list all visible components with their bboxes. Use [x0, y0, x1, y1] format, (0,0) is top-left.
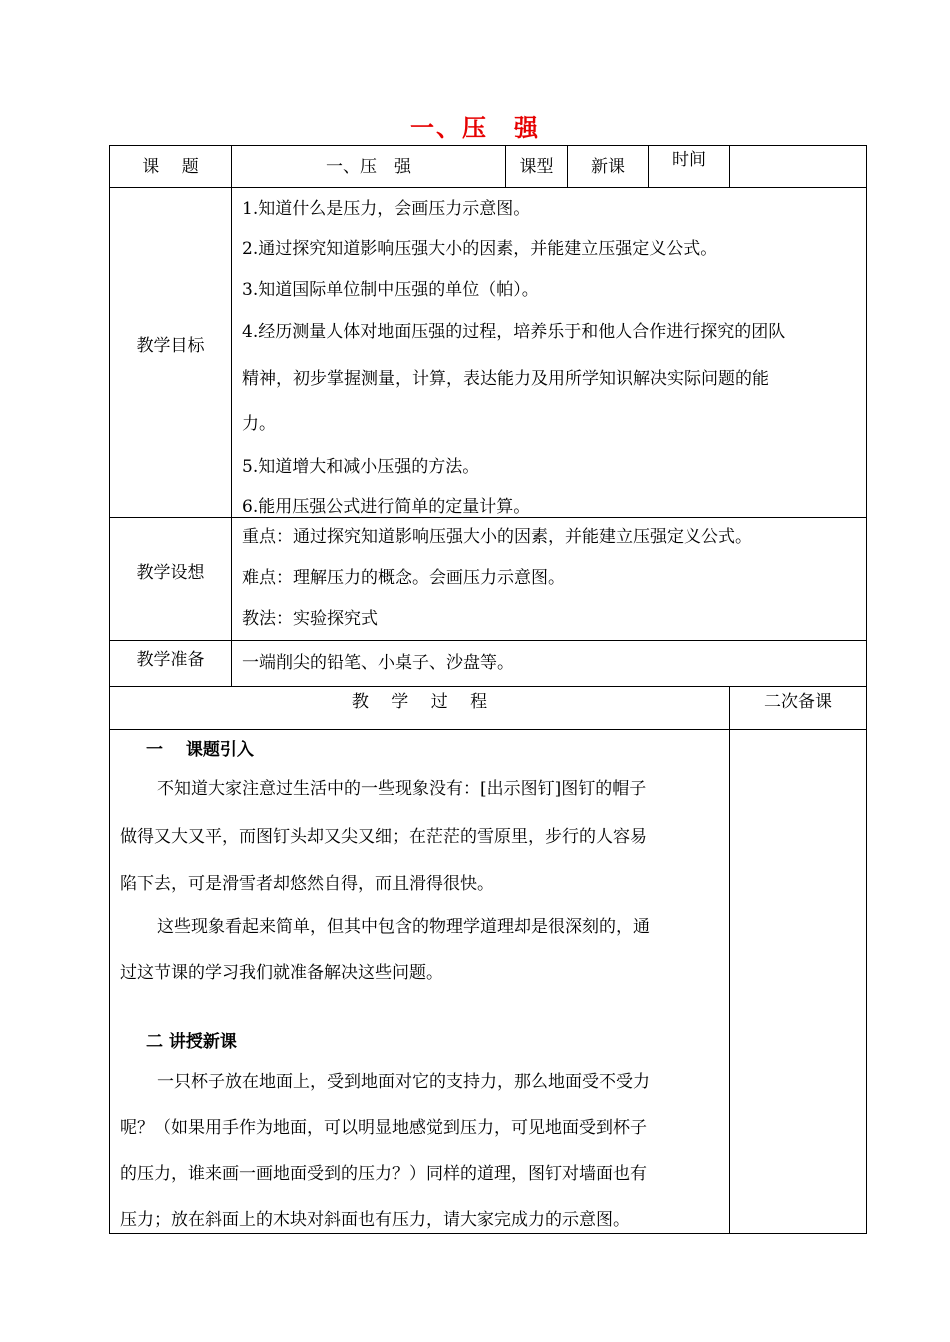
objective-line: 5.知道增大和减小压强的方法。 — [242, 457, 480, 477]
design-line: 教法：实验探究式 — [242, 609, 378, 629]
objectives-label: 教学目标 — [136, 336, 205, 356]
body-line: 压力；放在斜面上的木块对斜面也有压力，请大家完成力的示意图。 — [120, 1210, 630, 1230]
prep-label: 教学准备 — [136, 650, 205, 670]
objective-line: 2.通过探究知道影响压强大小的因素，并能建立压强定义公式。 — [242, 239, 718, 259]
objective-line: 力。 — [242, 414, 276, 434]
objective-line: 3.知道国际单位制中压强的单位（帕）。 — [242, 280, 539, 300]
design-line: 重点：通过探究知道影响压强大小的因素，并能建立压强定义公式。 — [242, 527, 752, 547]
table-border-right — [866, 145, 867, 1234]
body-line: 的压力，谁来画一画地面受到的压力？）同样的道理，图钉对墙面也有 — [120, 1164, 647, 1184]
body-line: 这些现象看起来简单，但其中包含的物理学道理却是很深刻的，通 — [157, 917, 650, 937]
body-line: 呢？（如果用手作为地面，可以明显地感觉到压力，可见地面受到杯子 — [120, 1118, 647, 1138]
second-prep-header: 二次备课 — [764, 692, 832, 712]
table-border-top — [109, 145, 867, 146]
table-divider — [231, 145, 232, 686]
table-divider — [109, 729, 867, 730]
page-title: 一、压 强 — [410, 114, 540, 142]
table-divider — [729, 145, 730, 187]
table-divider — [109, 640, 867, 641]
body-line: 一只杯子放在地面上，受到地面对它的支持力，那么地面受不受力 — [157, 1072, 650, 1092]
objective-line: 4.经历测量人体对地面压强的过程，培养乐于和他人合作进行探究的团队 — [242, 322, 786, 342]
body-line: 做得又大又平，而图钉头却又尖又细；在茫茫的雪原里，步行的人容易 — [120, 827, 647, 847]
table-border-bottom — [109, 1233, 867, 1234]
table-divider — [729, 686, 730, 1234]
table-divider — [109, 187, 867, 188]
topic-value: 一、压 强 — [326, 157, 411, 177]
time-label: 时间 — [672, 150, 706, 170]
section-heading: 一 课题引入 — [146, 740, 254, 760]
body-line: 陷下去，可是滑雪者却悠然自得，而且滑得很快。 — [120, 874, 494, 894]
objective-line: 精神，初步掌握测量，计算，表达能力及用所学知识解决实际问题的能 — [242, 369, 769, 389]
lesson-type-label: 课型 — [519, 157, 554, 177]
process-header: 教 学 过 程 — [351, 692, 488, 712]
table-divider — [109, 686, 867, 687]
design-line: 难点：理解压力的概念。会画压力示意图。 — [242, 568, 565, 588]
body-line: 过这节课的学习我们就准备解决这些问题。 — [120, 963, 443, 983]
lesson-type-value: 新课 — [591, 157, 625, 177]
objective-line: 6.能用压强公式进行简单的定量计算。 — [242, 497, 531, 517]
topic-label: 课 题 — [142, 157, 199, 177]
objective-line: 1.知道什么是压力，会画压力示意图。 — [242, 199, 531, 219]
table-divider — [109, 517, 867, 518]
design-label: 教学设想 — [136, 563, 205, 583]
table-border-left — [109, 145, 110, 1234]
body-line: 不知道大家注意过生活中的一些现象没有：[出示图钉]图钉的帽子 — [157, 779, 647, 799]
section-heading: 二 讲授新课 — [146, 1032, 237, 1052]
prep-value: 一端削尖的铅笔、小桌子、沙盘等。 — [242, 653, 514, 673]
